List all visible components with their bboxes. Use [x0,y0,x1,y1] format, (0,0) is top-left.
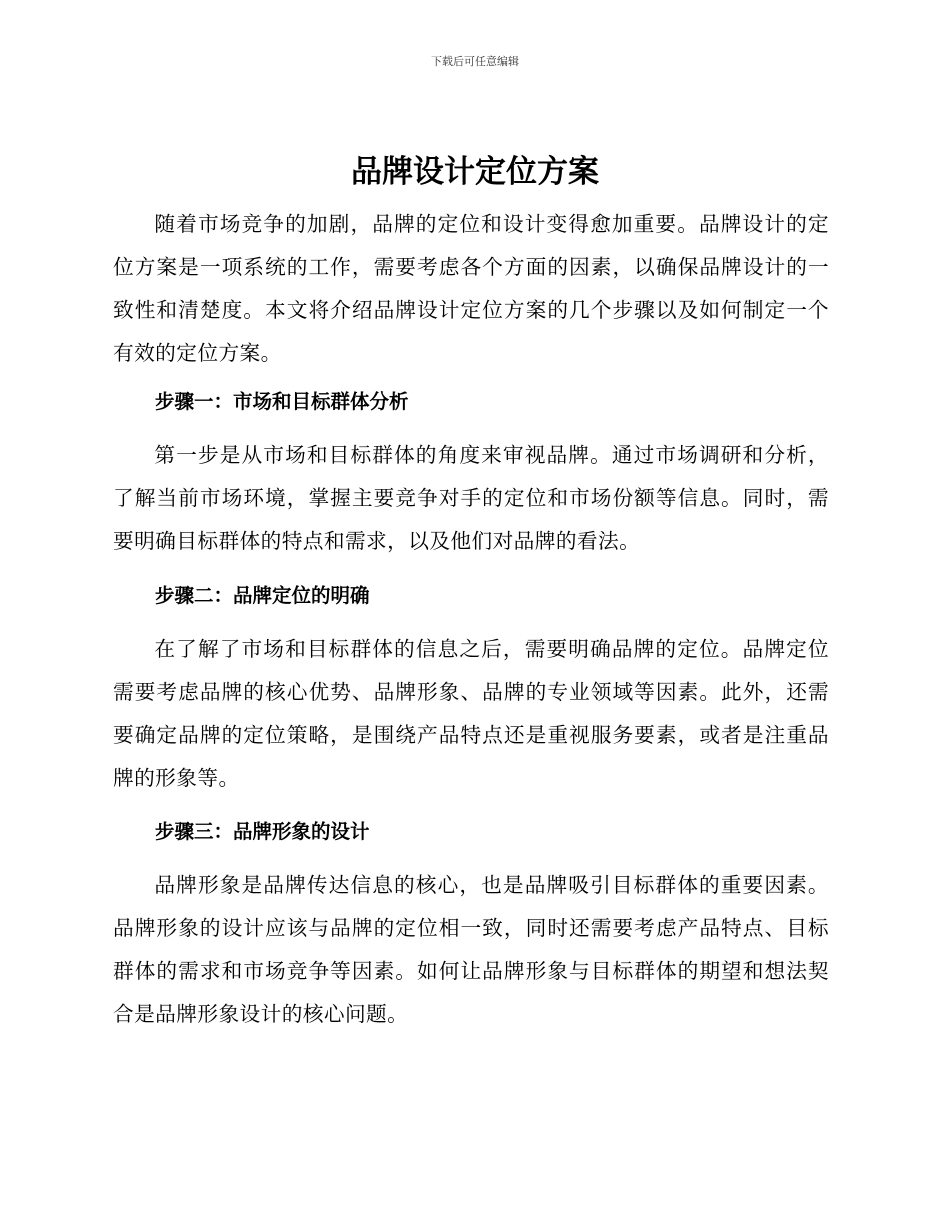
section-heading-1: 步骤一：市场和目标群体分析 [155,390,409,413]
page-header-note: 下载后可任意编辑 [431,55,519,68]
intro-paragraph: 随着市场竞争的加剧，品牌的定位和设计变得愈加重要。品牌设计的定位方案是一项系统的工作，需要考虑各个方面的因素，以确保品牌设计的一致性和清楚度。本文将介绍品牌设计定位方案的几个步骤以及如何制定一个有效的定位方案。 [113,212,829,365]
section-body-3: 品牌形象是品牌传达信息的核心，也是品牌吸引目标群体的重要因素。品牌形象的设计应该与品牌的定位相一致，同时还需要考虑产品特点、目标群体的需求和市场竞争等因素。如何让品牌形象与目标群体的期望和想法契合是品牌形象设计的核心问题。 [113,873,829,1026]
section-body-2: 在了解了市场和目标群体的信息之后，需要明确品牌的定位。品牌定位需要考虑品牌的核心优势、品牌形象、品牌的专业领域等因素。此外，还需要确定品牌的定位策略，是围绕产品特点还是重视服务要素，或者是注重品牌的形象等。 [113,637,829,790]
section-heading-2: 步骤二：品牌定位的明确 [155,584,370,607]
document-title: 品牌设计定位方案 [351,154,599,190]
section-heading-3: 步骤三：品牌形象的设计 [155,820,370,843]
section-body-1: 第一步是从市场和目标群体的角度来审视品牌。通过市场调研和分析，了解当前市场环境，掌握主要竞争对手的定位和市场份额等信息。同时，需要明确目标群体的特点和需求，以及他们对品牌的看法。 [113,443,829,553]
